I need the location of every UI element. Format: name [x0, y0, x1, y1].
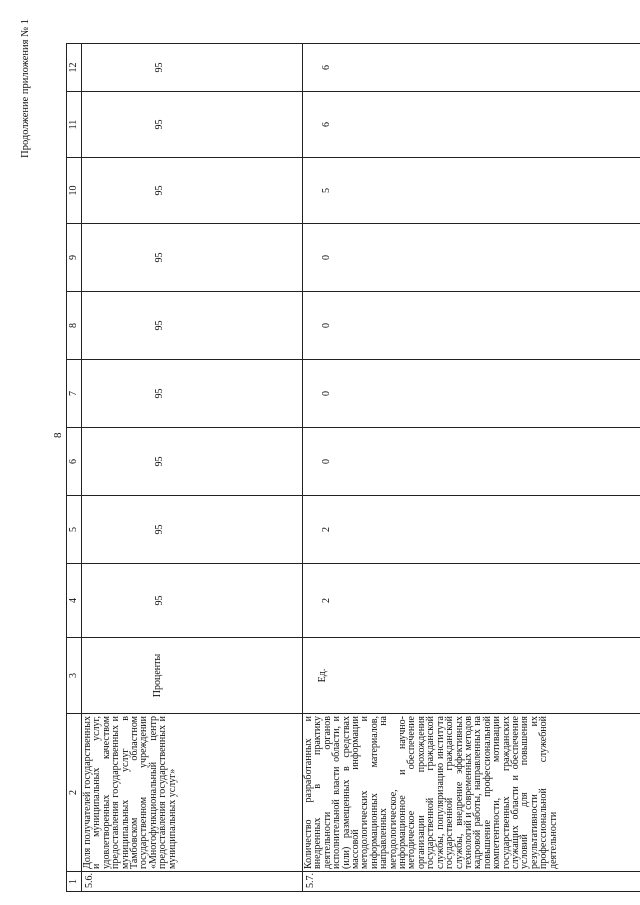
indicator-name: Доля получателей государственных и муниципальных услуг, удовлетворенных качеством предоставления государственных и муниципальных услуг в Тамбовском областном государственном учреждении «Многофункциональный центр предоставления государственных и муниципальных услуг»	[82, 714, 303, 872]
column-header: 4	[67, 564, 82, 638]
value-cell: 95	[82, 564, 303, 638]
value-cell: 6	[303, 44, 640, 92]
indicator-name: Количество разработанных и внедренных в практику деятельности органов исполнительной власти области, и (или) размещенных в средствах массовой информации методологических и информационных материалов, направленных на методологическое, информационное и научно-методическое обеспечение организации прохождения государственной гражданской службы, популяризацию института государственной гражданской службы, внедрение эффективных технологий и современных методов кадровой работы, направленных на повышение профессиональной компетентности, мотивации государственных гражданских служащих области и обеспечение условий для повышения результативности их профессиональной служебной деятельности	[303, 714, 640, 872]
value-cell: 0	[303, 428, 640, 496]
table-row	[82, 44, 303, 892]
unit-cell: Проценты	[82, 638, 303, 714]
appendix-continuation-label: Продолжение приложения № 1	[20, 19, 31, 158]
column-header: 3	[67, 638, 82, 714]
unit-cell: Ед.	[303, 638, 640, 714]
column-header: 8	[67, 292, 82, 360]
value-cell: 5	[303, 158, 640, 224]
column-header: 12	[67, 44, 82, 92]
column-header: 7	[67, 360, 82, 428]
column-header: 1	[67, 872, 82, 892]
value-cell: 2	[303, 496, 640, 564]
table-row	[303, 44, 640, 892]
value-cell: 6	[303, 92, 640, 158]
column-header: 2	[67, 714, 82, 872]
value-cell: 2	[303, 564, 640, 638]
value-cell: 95	[82, 224, 303, 292]
value-cell: 0	[303, 224, 640, 292]
value-cell: 95	[82, 292, 303, 360]
page-number: 8	[52, 432, 64, 438]
column-header: 6	[67, 428, 82, 496]
row-number: 5.7.	[303, 872, 640, 892]
value-cell: 0	[303, 360, 640, 428]
value-cell: 95	[82, 158, 303, 224]
value-cell: 95	[82, 496, 303, 564]
column-header: 10	[67, 158, 82, 224]
value-cell: 95	[82, 428, 303, 496]
column-header: 5	[67, 496, 82, 564]
value-cell: 95	[82, 92, 303, 158]
column-header: 11	[67, 92, 82, 158]
indicators-table	[66, 43, 640, 892]
column-header: 9	[67, 224, 82, 292]
table-header-row	[67, 44, 82, 892]
value-cell: 0	[303, 292, 640, 360]
row-number: 5.6.	[82, 872, 303, 892]
value-cell: 95	[82, 44, 303, 92]
value-cell: 95	[82, 360, 303, 428]
